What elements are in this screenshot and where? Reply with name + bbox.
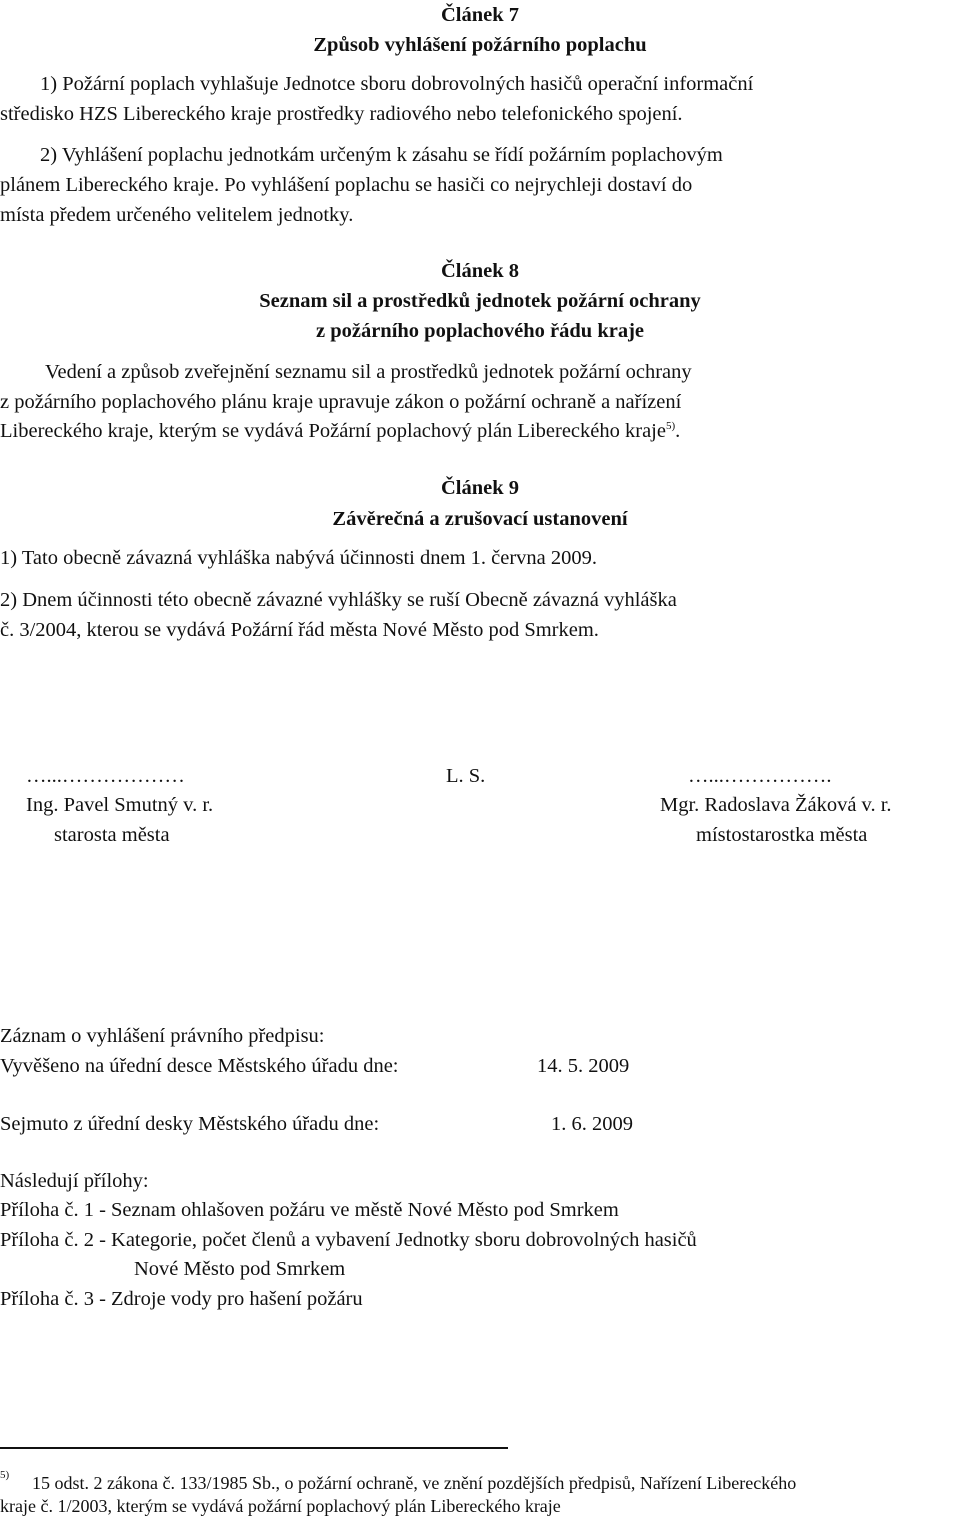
article-7-p2-line1: 2) Vyhlášení poplachu jednotkám určeným k zásahu se řídí požárním poplachovým (40, 144, 723, 166)
record-heading: Záznam o vyhlášení právního předpisu: (0, 1025, 325, 1047)
article-8-subtitle-1: Seznam sil a prostředků jednotek požární ochrany (259, 290, 701, 312)
article-9-subtitle: Závěrečná a zrušovací ustanovení (332, 508, 628, 530)
attachment-3: Příloha č. 3 - Zdroje vody pro hašení požáru (0, 1288, 363, 1310)
article-7-title: Článek 7 (440, 4, 520, 26)
footnote-line1: 15 odst. 2 zákona č. 133/1985 Sb., o požární ochraně, ve znění pozdějších předpisů, Nařízení Libereckého (32, 1473, 797, 1493)
article-7-p1-line2: středisko HZS Libereckého kraje prostředky radiového nebo telefonického spojení. (0, 103, 683, 125)
mayor-name: Ing. Pavel Smutný v. r. (26, 794, 214, 816)
footnote-ref: 5) (665, 420, 676, 433)
right-signature-dots: …...……………. (688, 765, 832, 787)
removed-label: Sejmuto z úřední desky Městského úřadu dne: (0, 1113, 380, 1135)
footnote-separator (0, 1447, 508, 1449)
footnote-mark: 5) (0, 1469, 10, 1481)
article-8-line-1: Vedení a způsob zveřejnění seznamu sil a prostředků jednotek požární ochrany (45, 361, 692, 383)
attachment-2-line1: Příloha č. 2 - Kategorie, počet členů a vybavení Jednotky sboru dobrovolných hasičů (0, 1229, 697, 1251)
article-7-p2-line2: plánem Libereckého kraje. Po vyhlášení poplachu se hasiči co nejrychleji dostaví do (0, 174, 693, 196)
mayor-role: starosta města (54, 824, 170, 846)
article-7-p2-line3: místa předem určeného velitelem jednotky. (0, 204, 354, 226)
attachment-1: Příloha č. 1 - Seznam ohlašoven požáru ve městě Nové Město pod Smrkem (0, 1199, 619, 1221)
article-9-title: Článek 9 (440, 477, 520, 499)
footnote-line2: kraje č. 1/2003, kterým se vydává požární poplachový plán Libereckého kraje (0, 1496, 561, 1516)
article-8-title: Článek 8 (440, 260, 520, 282)
seal-mark: L. S. (446, 765, 486, 787)
posted-date: 14. 5. 2009 (537, 1055, 630, 1077)
left-signature-dots: …...……………… (26, 765, 185, 787)
article-8-subtitle-2: z požárního poplachového řádu kraje (315, 320, 645, 342)
attachment-2-line2: Nové Město pod Smrkem (134, 1258, 346, 1280)
article-7-p1-line1: 1) Požární poplach vyhlašuje Jednotce sboru dobrovolných hasičů operační informační (40, 73, 754, 95)
article-9-p2-line2: č. 3/2004, kterou se vydává Požární řád města Nové Město pod Smrkem. (0, 619, 599, 641)
removed-date: 1. 6. 2009 (551, 1113, 633, 1135)
article-9-p1: 1) Tato obecně závazná vyhláška nabývá účinnosti dnem 1. června 2009. (0, 547, 598, 569)
attachments-heading: Následují přílohy: (0, 1170, 149, 1192)
article-9-p2-line1: 2) Dnem účinnosti této obecně závazné vyhlášky se ruší Obecně závazná vyhláška (0, 589, 677, 611)
deputy-mayor-role: místostarostka města (696, 824, 868, 846)
posted-label: Vyvěšeno na úřední desce Městského úřadu dne: (0, 1055, 399, 1077)
article-8-line-3: Libereckého kraje, kterým se vydává Požární poplachový plán Libereckého kraje$^{5)}$. (0, 420, 681, 442)
article-7-subtitle: Způsob vyhlášení požárního poplachu (313, 34, 647, 56)
deputy-mayor-name: Mgr. Radoslava Žáková v. r. (660, 794, 892, 816)
article-8-line-2: z požárního poplachového plánu kraje upravuje zákon o požární ochraně a nařízení (0, 391, 682, 413)
